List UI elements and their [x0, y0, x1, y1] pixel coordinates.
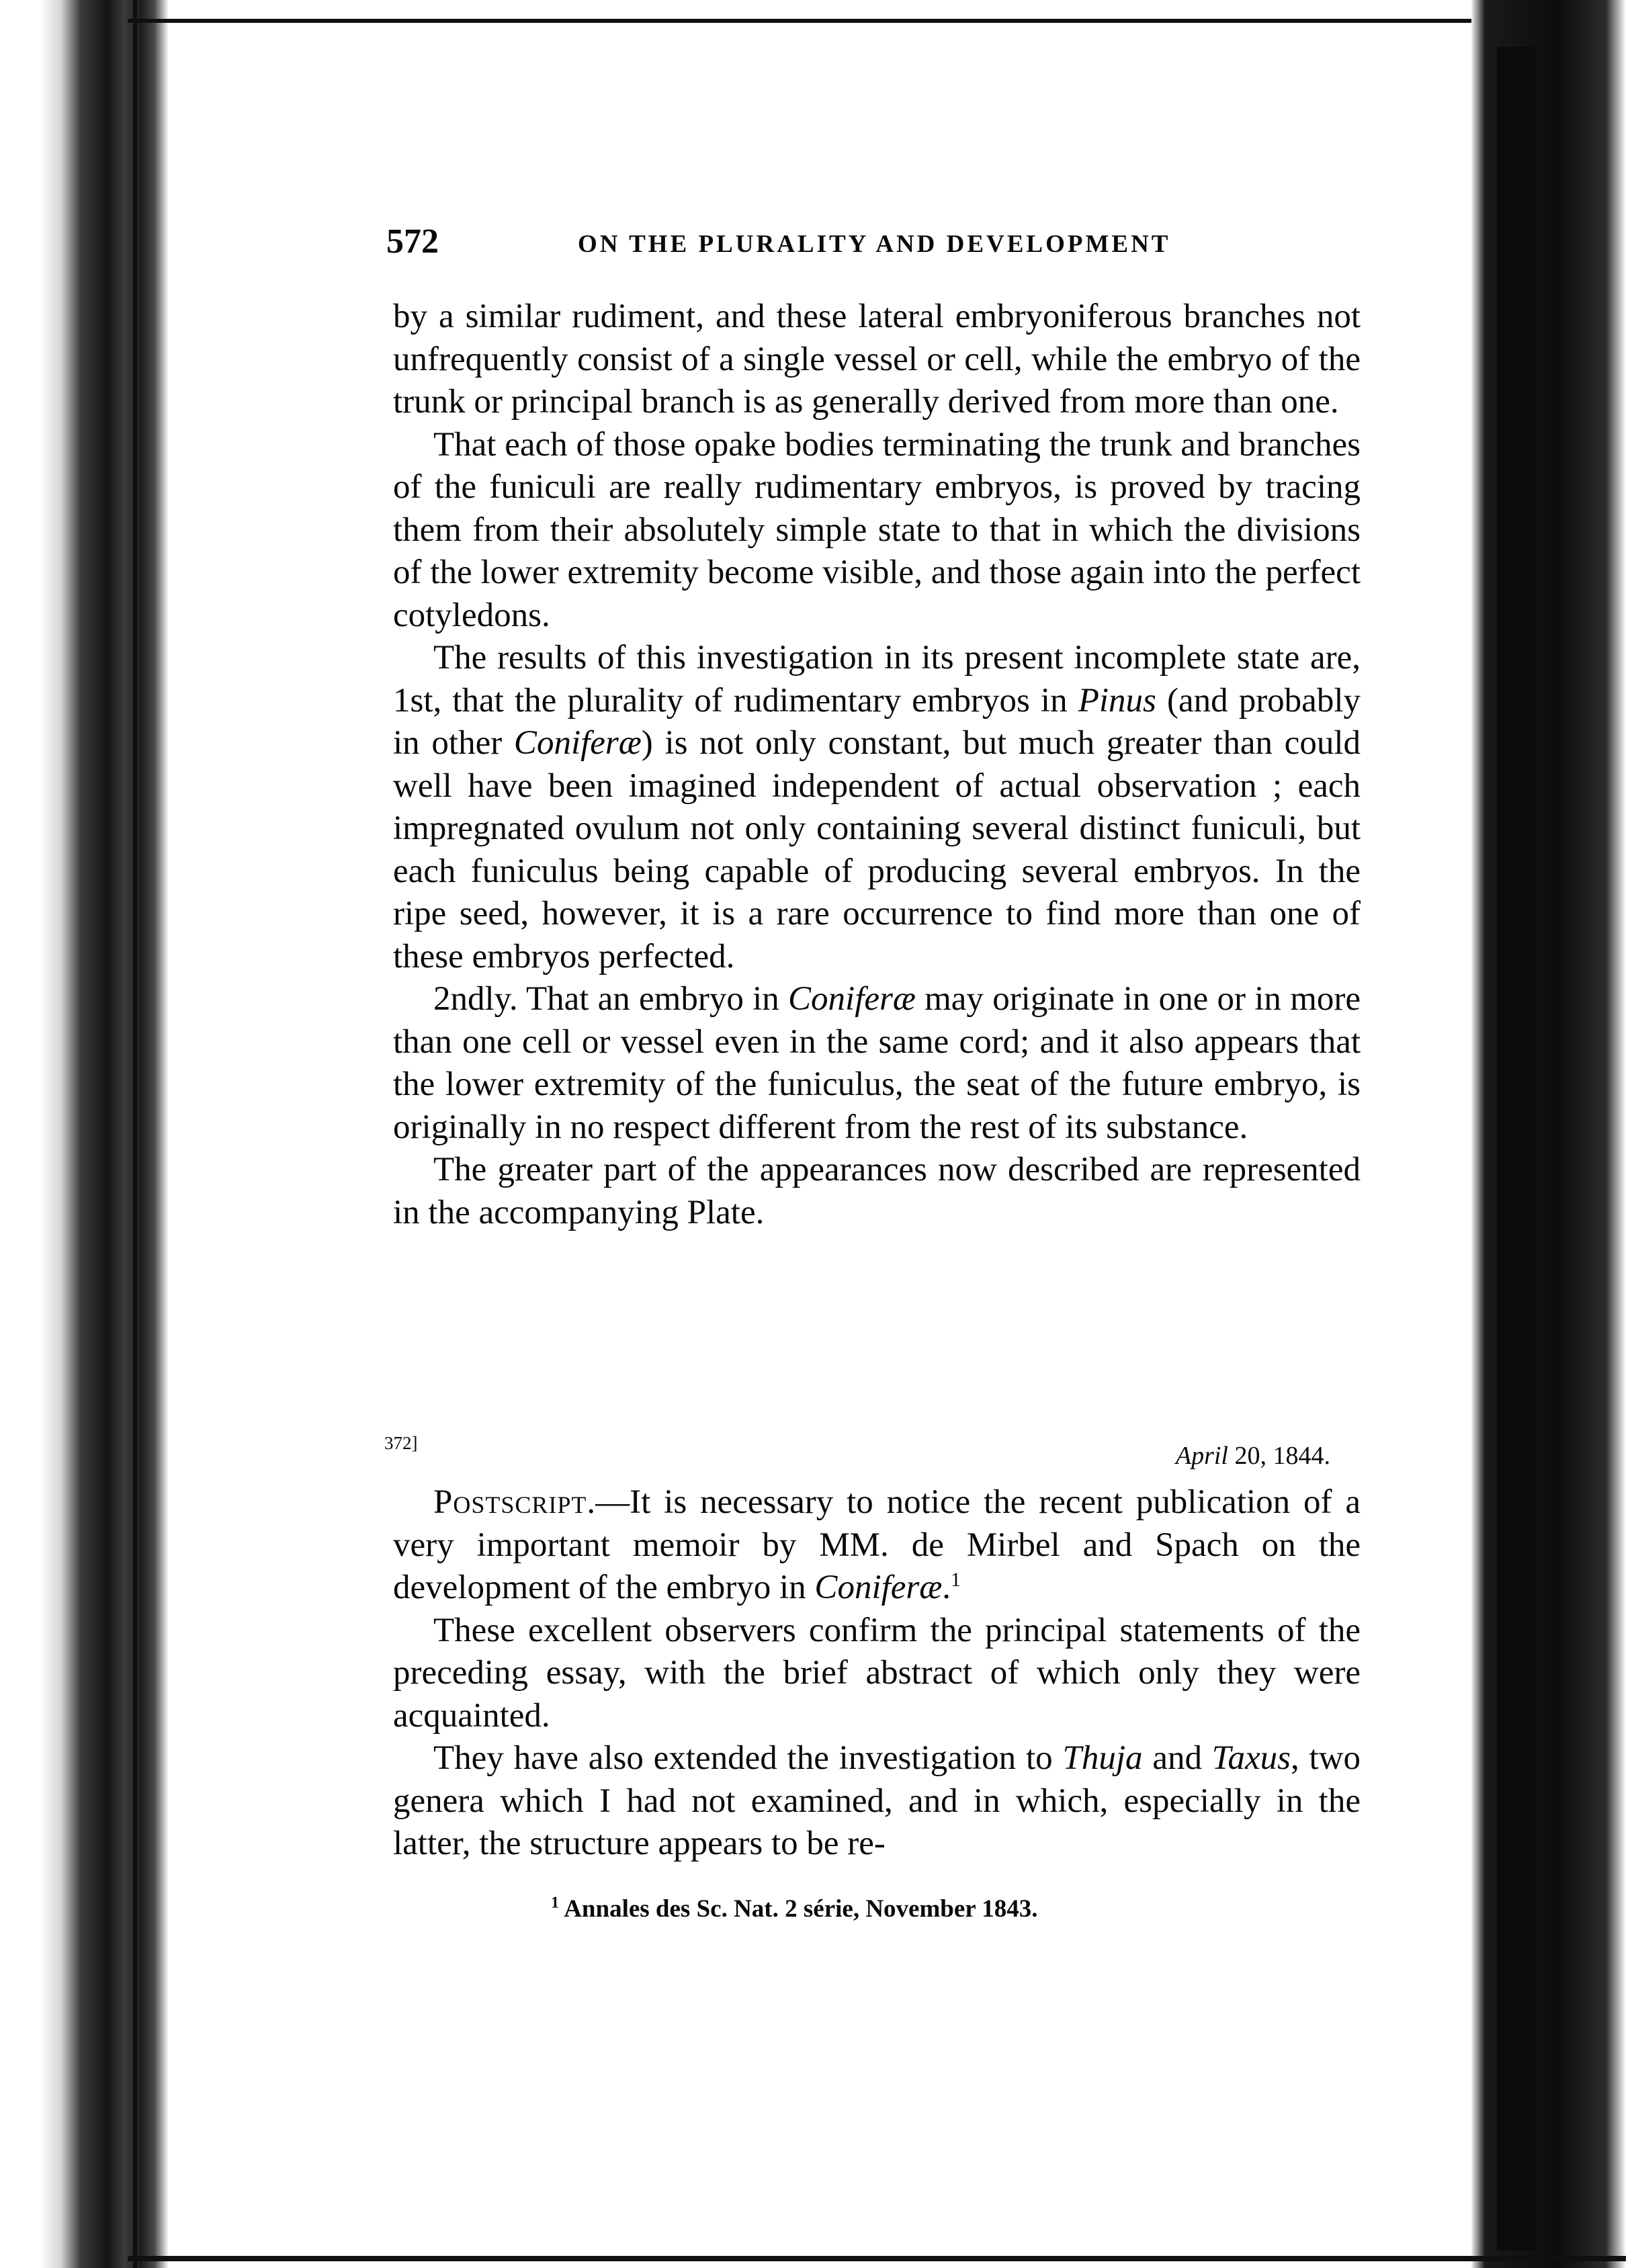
footnote-text: Annales des Sc. Nat. 2 série, November 1843.	[559, 1895, 1038, 1923]
paragraph-3-text-c: (and probably in other	[393, 681, 1361, 762]
genus-taxus: Taxus	[1211, 1739, 1291, 1777]
postscript	[393, 1481, 1361, 1866]
paragraph-4	[393, 978, 1361, 1149]
footnote	[551, 1894, 1038, 1923]
paragraph-3-text-a: The results of this investigation in its present incomplete state are, 1st, that the plurality of rudimentary embryos in	[393, 639, 1361, 719]
paragraph-3	[393, 637, 1361, 978]
paragraph-1: by a similar rudiment, and these lateral embryoniferous branches not unfrequently consist of a single vessel or cell, while the embryo of the trunk or principal branch is as generally derived from more than one.	[393, 298, 1361, 421]
footnote-marker: 1	[551, 1894, 559, 1912]
paragraph-4-text-a: 2ndly. That an embryo in	[433, 980, 789, 1018]
taxon-coniferae: Coniferæ	[788, 980, 916, 1018]
paragraph-2: That each of those opake bodies terminating the trunk and branches of the funiculi are really rudimentary embryos, is proved by tracing them from their absolutely simple state to that in which the divisions of the lower extremity become visible, and those again into the perfect cotyledons.	[393, 425, 1361, 634]
genus-pinus: Pinus	[1078, 681, 1156, 719]
margin-page-reference: 372]	[384, 1433, 418, 1453]
page-header	[386, 222, 1361, 275]
postscript-paragraph-1	[393, 1481, 1361, 1610]
postscript-paragraph-2: These excellent observers confirm the principal statements of the preceding essay, with the brief abstract of which only they were acquainted.	[393, 1611, 1361, 1735]
main-text	[393, 296, 1361, 1234]
postscript-3-text-c: and	[1142, 1739, 1212, 1777]
dateline-month: April	[1175, 1442, 1228, 1470]
paragraph-4-text-c: may originate in one or in more than one cell or vessel even in the same cord; and it also appears that the lower extremity of the funiculus, the seat of the future embryo, is originally in no respect different from the rest of its substance.	[393, 980, 1361, 1146]
taxon-coniferae: Coniferæ	[814, 1569, 943, 1606]
footnote-reference[interactable]: 1	[951, 1569, 961, 1591]
paragraph-5: The greater part of the appearances now described are represented in the accompanying Plate.	[393, 1151, 1361, 1231]
postscript-text-c: .	[942, 1569, 951, 1606]
dateline	[1102, 1441, 1330, 1471]
postscript-3-text-e: , two genera which I had not examined, and in which, especially in the latter, the structure appears to be re-	[393, 1739, 1361, 1862]
postscript-3-text-a: They have also extended the investigation to	[433, 1739, 1063, 1777]
genus-thuja: Thuja	[1062, 1739, 1143, 1777]
taxon-coniferae: Coniferæ	[513, 724, 642, 762]
dateline-rest: 20, 1844.	[1228, 1442, 1330, 1470]
running-head: ON THE PLURALITY AND DEVELOPMENT	[578, 230, 1171, 258]
postscript-label: Postscript	[433, 1483, 587, 1521]
page-number: 572	[386, 222, 439, 261]
paragraph-3-text-e: ) is not only constant, but much greater than could well have been imagined independent of actual observation ; each impregnated ovulum not only containing several distinct funiculi, but each funiculus being capable of producing several embryos. In the ripe seed, however, it is a rare occurrence to find more than one of these embryos perfected.	[393, 724, 1361, 975]
postscript-text-a: .—It is necessary to notice the recent publication of a very important memoir by MM. de Mirbel and Spach on the development of the embryo in	[393, 1483, 1361, 1606]
postscript-paragraph-3	[393, 1737, 1361, 1866]
